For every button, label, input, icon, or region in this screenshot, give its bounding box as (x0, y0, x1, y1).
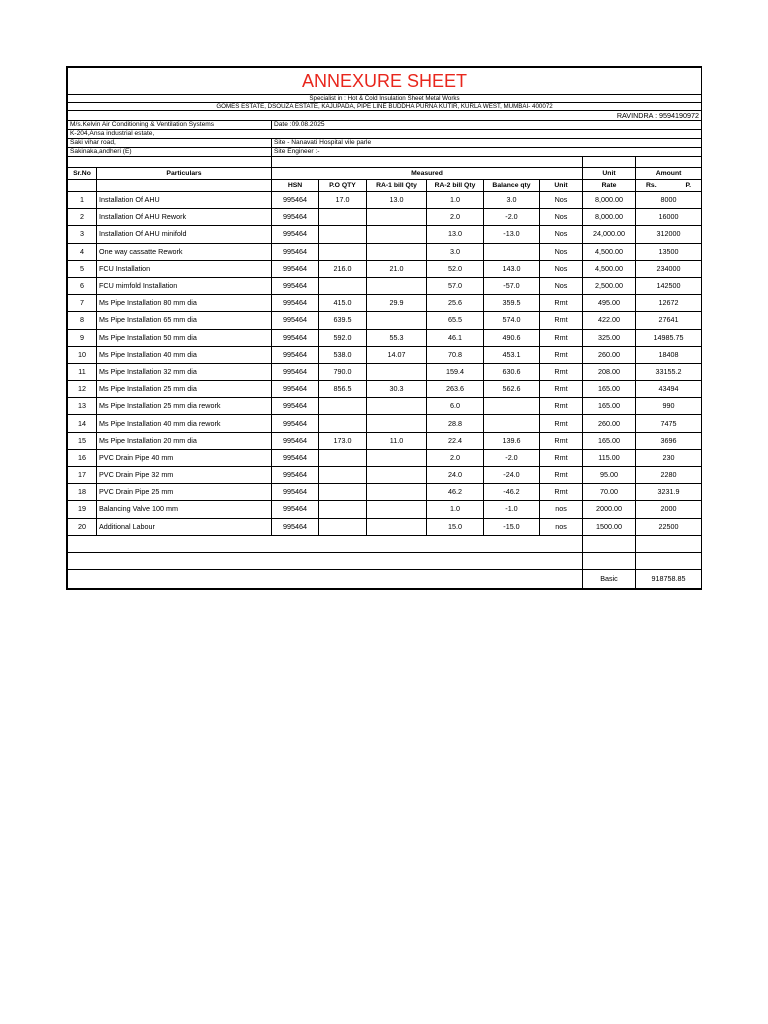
cell-particular: Ms Pipe Installation 25 mm dia rework (97, 398, 272, 415)
cell-unit: Rmt (540, 467, 583, 484)
cell-particular: Ms Pipe Installation 40 mm dia rework (97, 415, 272, 432)
blank-cell (583, 535, 636, 552)
cell-ra1-qty (367, 363, 427, 380)
cell-srno: 14 (68, 415, 97, 432)
cell-hsn: 995464 (272, 449, 319, 466)
cell-unit: Rmt (540, 363, 583, 380)
table-row (68, 415, 702, 432)
table-row (68, 518, 702, 535)
cell-hsn: 995464 (272, 312, 319, 329)
cell-ra1-qty: 21.0 (367, 260, 427, 277)
cell-po-qty: 592.0 (319, 329, 367, 346)
cell-hsn: 995464 (272, 501, 319, 518)
cell-hsn: 995464 (272, 329, 319, 346)
cell-particular: PVC Drain Pipe 32 mm (97, 467, 272, 484)
table-row (68, 363, 702, 380)
cell-particular: One way cassatte Rework (97, 243, 272, 260)
cell-balance-qty (484, 398, 540, 415)
cell-ra2-qty: 263.6 (427, 381, 484, 398)
cell-hsn: 995464 (272, 415, 319, 432)
cell-srno: 8 (68, 312, 97, 329)
cell-rate: 4,500.00 (583, 260, 636, 277)
cell-particular: Ms Pipe Installation 25 mm dia (97, 381, 272, 398)
cell-hsn: 995464 (272, 260, 319, 277)
cell-balance-qty: 630.6 (484, 363, 540, 380)
cell-balance-qty (484, 243, 540, 260)
table-row (68, 226, 702, 243)
cell-ra2-qty: 46.2 (427, 484, 484, 501)
site-engineer: Site Engineer :- (272, 148, 702, 157)
cell-amount: 16000 (636, 209, 702, 226)
blank-cell (68, 569, 583, 588)
cell-amount: 3231.9 (636, 484, 702, 501)
cell-ra2-qty: 52.0 (427, 260, 484, 277)
header-hsn: HSN (272, 180, 319, 192)
cell-po-qty (319, 501, 367, 518)
table-row (68, 312, 702, 329)
cell-particular: Additional Labour (97, 518, 272, 535)
cell-po-qty (319, 415, 367, 432)
cell-amount: 2280 (636, 467, 702, 484)
cell-srno: 4 (68, 243, 97, 260)
cell-unit: Rmt (540, 449, 583, 466)
client-address-3: Sakinaka,andheri (E) (68, 148, 272, 157)
cell-hsn: 995464 (272, 346, 319, 363)
annexure-sheet (66, 66, 702, 590)
cell-unit: Nos (540, 260, 583, 277)
client-address-1: K-204,Ansa industrial estate, (68, 130, 702, 139)
cell-ra1-qty (367, 449, 427, 466)
cell-srno: 11 (68, 363, 97, 380)
table-row (68, 449, 702, 466)
cell-unit: Rmt (540, 432, 583, 449)
spacer-cell (636, 157, 702, 168)
cell-ra1-qty: 14.07 (367, 346, 427, 363)
cell-amount: 2000 (636, 501, 702, 518)
cell-po-qty (319, 398, 367, 415)
cell-po-qty: 538.0 (319, 346, 367, 363)
cell-po-qty (319, 226, 367, 243)
cell-hsn: 995464 (272, 277, 319, 294)
cell-po-qty: 856.5 (319, 381, 367, 398)
cell-srno: 18 (68, 484, 97, 501)
cell-rate: 115.00 (583, 449, 636, 466)
cell-particular: Installation Of AHU minifold (97, 226, 272, 243)
cell-srno: 2 (68, 209, 97, 226)
cell-ra1-qty (367, 243, 427, 260)
cell-ra2-qty: 2.0 (427, 209, 484, 226)
cell-unit: Nos (540, 277, 583, 294)
cell-unit: Rmt (540, 415, 583, 432)
header-blank (68, 180, 97, 192)
cell-srno: 9 (68, 329, 97, 346)
cell-amount: 14985.75 (636, 329, 702, 346)
cell-ra1-qty (367, 277, 427, 294)
header-particulars: Particulars (97, 168, 272, 180)
cell-srno: 17 (68, 467, 97, 484)
cell-amount: 13500 (636, 243, 702, 260)
cell-hsn: 995464 (272, 381, 319, 398)
cell-particular: Ms Pipe Installation 32 mm dia (97, 363, 272, 380)
cell-amount: 3696 (636, 432, 702, 449)
cell-ra2-qty: 65.5 (427, 312, 484, 329)
cell-po-qty: 216.0 (319, 260, 367, 277)
cell-ra1-qty (367, 484, 427, 501)
cell-srno: 1 (68, 192, 97, 209)
cell-ra2-qty: 57.0 (427, 277, 484, 294)
cell-po-qty (319, 467, 367, 484)
cell-amount: 22500 (636, 518, 702, 535)
cell-ra2-qty: 24.0 (427, 467, 484, 484)
cell-srno: 7 (68, 295, 97, 312)
cell-hsn: 995464 (272, 192, 319, 209)
cell-po-qty (319, 484, 367, 501)
table-row (68, 467, 702, 484)
spacer-cell (272, 157, 583, 168)
cell-unit: nos (540, 518, 583, 535)
header-amount: Amount (636, 168, 702, 180)
cell-rate: 165.00 (583, 432, 636, 449)
cell-ra1-qty (367, 312, 427, 329)
cell-ra2-qty: 13.0 (427, 226, 484, 243)
cell-unit: Rmt (540, 312, 583, 329)
cell-ra1-qty (367, 501, 427, 518)
cell-amount: 8000 (636, 192, 702, 209)
cell-po-qty (319, 518, 367, 535)
header-balance: Balance qty (484, 180, 540, 192)
header-measured: Measured (272, 168, 583, 180)
header-rs: Rs. (646, 182, 657, 189)
cell-rate: 95.00 (583, 467, 636, 484)
cell-hsn: 995464 (272, 432, 319, 449)
cell-balance-qty: -2.0 (484, 209, 540, 226)
cell-unit: Rmt (540, 381, 583, 398)
cell-particular: Installation Of AHU Rework (97, 209, 272, 226)
cell-amount: 990 (636, 398, 702, 415)
cell-amount: 7475 (636, 415, 702, 432)
basic-label: Basic (583, 569, 636, 588)
cell-balance-qty: 453.1 (484, 346, 540, 363)
cell-amount: 142500 (636, 277, 702, 294)
table-row (68, 398, 702, 415)
header-srno: Sr.No (68, 168, 97, 180)
cell-po-qty (319, 209, 367, 226)
cell-ra1-qty (367, 226, 427, 243)
table-row (68, 260, 702, 277)
cell-ra2-qty: 2.0 (427, 449, 484, 466)
table-row (68, 277, 702, 294)
table-row (68, 381, 702, 398)
cell-balance-qty: -46.2 (484, 484, 540, 501)
cell-srno: 16 (68, 449, 97, 466)
cell-particular: Ms Pipe Installation 50 mm dia (97, 329, 272, 346)
cell-unit: Rmt (540, 346, 583, 363)
basic-total-row (68, 569, 702, 588)
cell-amount: 234000 (636, 260, 702, 277)
cell-rate: 325.00 (583, 329, 636, 346)
cell-particular: PVC Drain Pipe 25 mm (97, 484, 272, 501)
client-address-2: Saki vihar road, (68, 139, 272, 148)
cell-balance-qty: 143.0 (484, 260, 540, 277)
header-rate: Rate (583, 180, 636, 192)
header-po-qty: P.O QTY (319, 180, 367, 192)
cell-amount: 27641 (636, 312, 702, 329)
cell-particular: Ms Pipe Installation 80 mm dia (97, 295, 272, 312)
cell-rate: 1500.00 (583, 518, 636, 535)
invoice-date: Date :09.08.2025 (272, 121, 702, 130)
cell-srno: 15 (68, 432, 97, 449)
cell-rate: 422.00 (583, 312, 636, 329)
cell-srno: 6 (68, 277, 97, 294)
cell-ra1-qty: 13.0 (367, 192, 427, 209)
cell-balance-qty: -57.0 (484, 277, 540, 294)
basic-amount: 918758.85 (636, 569, 702, 588)
cell-balance-qty: -2.0 (484, 449, 540, 466)
cell-rate: 165.00 (583, 381, 636, 398)
cell-amount: 43494 (636, 381, 702, 398)
cell-unit: Rmt (540, 398, 583, 415)
cell-po-qty: 790.0 (319, 363, 367, 380)
cell-balance-qty: 562.6 (484, 381, 540, 398)
cell-rate: 70.00 (583, 484, 636, 501)
cell-ra2-qty: 15.0 (427, 518, 484, 535)
cell-unit: nos (540, 501, 583, 518)
table-row (68, 192, 702, 209)
cell-amount: 12672 (636, 295, 702, 312)
cell-po-qty: 17.0 (319, 192, 367, 209)
cell-balance-qty: -15.0 (484, 518, 540, 535)
cell-rate: 165.00 (583, 398, 636, 415)
cell-ra1-qty (367, 467, 427, 484)
cell-rate: 208.00 (583, 363, 636, 380)
table-row (68, 346, 702, 363)
header-rs-p (636, 180, 702, 192)
contact-phone: RAVINDRA : 9594190972 (68, 111, 702, 121)
cell-po-qty (319, 449, 367, 466)
cell-srno: 19 (68, 501, 97, 518)
blank-row (68, 535, 702, 552)
cell-po-qty: 639.5 (319, 312, 367, 329)
cell-unit: Nos (540, 192, 583, 209)
cell-ra1-qty: 30.3 (367, 381, 427, 398)
cell-ra1-qty (367, 398, 427, 415)
cell-hsn: 995464 (272, 484, 319, 501)
sheet-title: ANNEXURE SHEET (68, 68, 702, 95)
cell-amount: 230 (636, 449, 702, 466)
cell-unit: Rmt (540, 329, 583, 346)
cell-amount: 18408 (636, 346, 702, 363)
company-address: GOMES ESTATE, DSOUZA ESTATE, KAJUPADA, PIPE LINE BUDDHA PURNA KUTIR, KURLA WEST, MUMBAI- 400072 (68, 103, 702, 111)
table-row (68, 243, 702, 260)
cell-hsn: 995464 (272, 295, 319, 312)
cell-particular: FCU mimfold Installation (97, 277, 272, 294)
cell-ra2-qty: 46.1 (427, 329, 484, 346)
cell-hsn: 995464 (272, 363, 319, 380)
cell-rate: 260.00 (583, 415, 636, 432)
cell-amount: 33155.2 (636, 363, 702, 380)
cell-ra2-qty: 70.8 (427, 346, 484, 363)
cell-hsn: 995464 (272, 518, 319, 535)
cell-ra1-qty: 29.9 (367, 295, 427, 312)
cell-rate: 2000.00 (583, 501, 636, 518)
header-ra1: RA-1 bill Qty (367, 180, 427, 192)
cell-amount: 312000 (636, 226, 702, 243)
cell-unit: Rmt (540, 484, 583, 501)
cell-ra1-qty (367, 415, 427, 432)
cell-unit: Nos (540, 243, 583, 260)
cell-particular: PVC Drain Pipe 40 mm (97, 449, 272, 466)
cell-ra1-qty (367, 518, 427, 535)
cell-po-qty (319, 243, 367, 260)
header-unit-top: Unit (583, 168, 636, 180)
cell-ra1-qty (367, 209, 427, 226)
cell-srno: 20 (68, 518, 97, 535)
site-name: Site - Nanavati Hospital vile parle (272, 139, 702, 148)
cell-particular: FCU Installation (97, 260, 272, 277)
cell-srno: 3 (68, 226, 97, 243)
cell-ra2-qty: 25.6 (427, 295, 484, 312)
cell-ra2-qty: 3.0 (427, 243, 484, 260)
cell-rate: 495.00 (583, 295, 636, 312)
cell-po-qty: 173.0 (319, 432, 367, 449)
cell-particular: Ms Pipe Installation 40 mm dia (97, 346, 272, 363)
cell-balance-qty: -13.0 (484, 226, 540, 243)
cell-rate: 8,000.00 (583, 209, 636, 226)
cell-srno: 12 (68, 381, 97, 398)
cell-rate: 24,000.00 (583, 226, 636, 243)
table-row (68, 432, 702, 449)
cell-ra2-qty: 6.0 (427, 398, 484, 415)
cell-ra2-qty: 28.8 (427, 415, 484, 432)
blank-cell (583, 552, 636, 569)
client-name: M/s.Kelvin Air Conditioning & Ventilation Systems (68, 121, 272, 130)
header-p: P. (685, 182, 692, 189)
cell-hsn: 995464 (272, 467, 319, 484)
cell-balance-qty: 359.5 (484, 295, 540, 312)
cell-rate: 8,000.00 (583, 192, 636, 209)
header-blank (97, 180, 272, 192)
cell-ra2-qty: 22.4 (427, 432, 484, 449)
cell-srno: 5 (68, 260, 97, 277)
cell-particular: Balancing Valve 100 mm (97, 501, 272, 518)
cell-balance-qty (484, 415, 540, 432)
cell-hsn: 995464 (272, 209, 319, 226)
cell-po-qty: 415.0 (319, 295, 367, 312)
spacer-cell (68, 157, 272, 168)
cell-ra1-qty: 11.0 (367, 432, 427, 449)
header-unit: Unit (540, 180, 583, 192)
blank-row (68, 552, 702, 569)
cell-unit: Nos (540, 226, 583, 243)
cell-rate: 4,500.00 (583, 243, 636, 260)
table-row (68, 209, 702, 226)
cell-srno: 10 (68, 346, 97, 363)
blank-cell (68, 535, 583, 552)
cell-hsn: 995464 (272, 226, 319, 243)
spacer-cell (583, 157, 636, 168)
cell-unit: Nos (540, 209, 583, 226)
specialist-line: Specialist in : Hot & Cold Insulation Sheet Metal Works (68, 95, 702, 103)
cell-balance-qty: 3.0 (484, 192, 540, 209)
cell-rate: 2,500.00 (583, 277, 636, 294)
cell-ra2-qty: 159.4 (427, 363, 484, 380)
cell-hsn: 995464 (272, 398, 319, 415)
cell-balance-qty: 490.6 (484, 329, 540, 346)
cell-balance-qty: -24.0 (484, 467, 540, 484)
table-row (68, 484, 702, 501)
table-row (68, 295, 702, 312)
cell-srno: 13 (68, 398, 97, 415)
cell-balance-qty: -1.0 (484, 501, 540, 518)
cell-ra2-qty: 1.0 (427, 192, 484, 209)
cell-hsn: 995464 (272, 243, 319, 260)
table-row (68, 329, 702, 346)
blank-cell (636, 535, 702, 552)
cell-balance-qty: 139.6 (484, 432, 540, 449)
table-row (68, 501, 702, 518)
annexure-table (67, 67, 702, 589)
cell-particular: Ms Pipe Installation 65 mm dia (97, 312, 272, 329)
header-ra2: RA-2 bill Qty (427, 180, 484, 192)
cell-particular: Ms Pipe Installation 20 mm dia (97, 432, 272, 449)
blank-cell (68, 552, 583, 569)
cell-particular: Installation Of AHU (97, 192, 272, 209)
cell-ra2-qty: 1.0 (427, 501, 484, 518)
cell-balance-qty: 574.0 (484, 312, 540, 329)
cell-ra1-qty: 55.3 (367, 329, 427, 346)
cell-unit: Rmt (540, 295, 583, 312)
cell-rate: 260.00 (583, 346, 636, 363)
cell-po-qty (319, 277, 367, 294)
blank-cell (636, 552, 702, 569)
